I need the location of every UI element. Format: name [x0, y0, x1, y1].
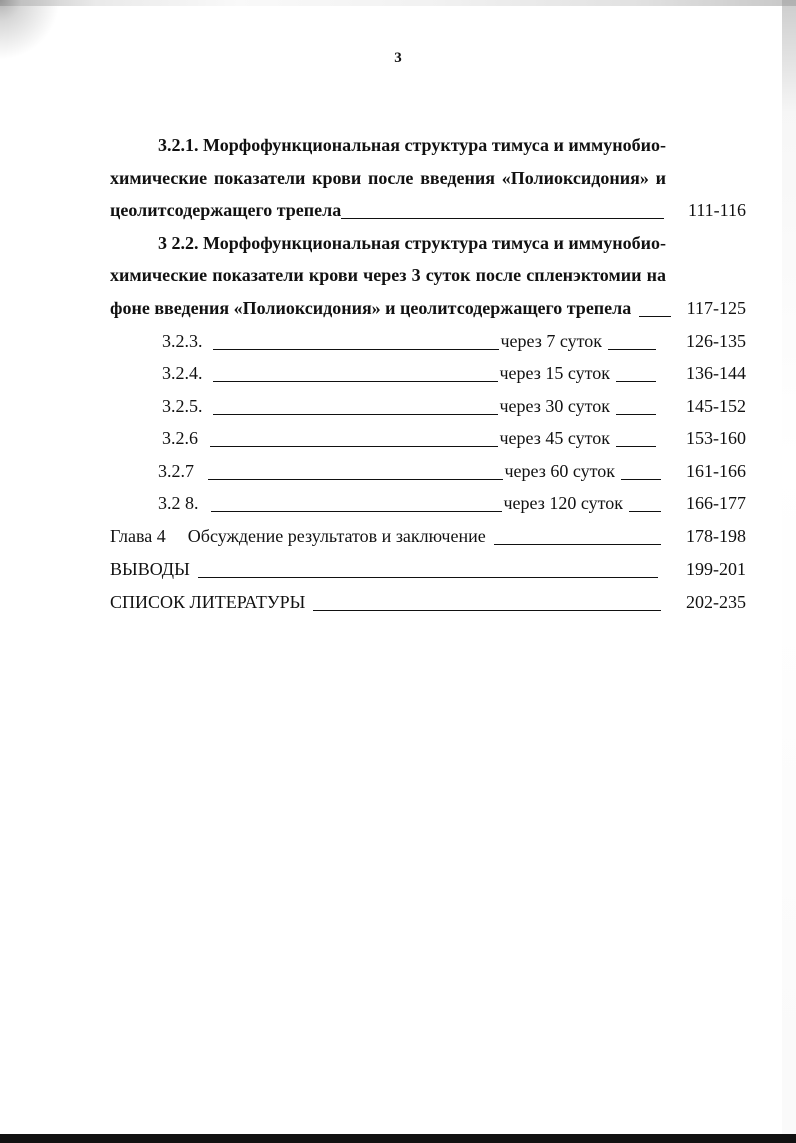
toc-entry-322-pages: 117-125	[686, 298, 746, 318]
toc-entry-328-pages: 166-177	[686, 493, 746, 513]
conclusions-title: ВЫВОДЫ	[110, 559, 190, 579]
leader-line	[629, 495, 661, 512]
leader-line	[213, 398, 498, 415]
toc-entry-number: 3.2.5.	[162, 396, 203, 416]
toc-entry-323-pages: 126-135	[686, 331, 746, 351]
leader-line	[213, 333, 499, 350]
toc-chapter-4	[110, 525, 663, 547]
toc-entry-number: 3.2.3.	[162, 331, 203, 351]
leader-line	[210, 430, 498, 447]
toc-entry-text: через 60 суток	[504, 461, 615, 481]
toc-entry-number: 3.2.7	[158, 461, 194, 481]
toc-entry-325-pages: 145-152	[686, 396, 746, 416]
leader-line	[616, 365, 656, 382]
toc-conclusions	[110, 558, 660, 580]
toc-entry-321-line2: химические показатели крови после введения «Полиоксидония» и	[110, 168, 666, 188]
leader-line	[211, 495, 502, 512]
toc-entry-text: через 7 суток	[500, 331, 602, 351]
leader-line	[621, 463, 661, 480]
chapter-title: Обсуждение результатов и заключение	[187, 526, 486, 546]
toc-references-pages: 202-235	[686, 592, 746, 612]
toc-references	[110, 591, 663, 613]
toc-entry-321-line3	[110, 199, 666, 221]
leader-line	[198, 561, 658, 578]
toc-entry-322-line3	[110, 297, 666, 319]
toc-entry-text: через 30 суток	[499, 396, 610, 416]
leader-line	[208, 463, 503, 480]
toc-entry-322-line1: 3 2.2. Морфофункциональная структура тимуса и иммунобио-	[158, 233, 666, 253]
toc-entry-322-line2: химические показатели крови через 3 суток после спленэктомии на	[110, 265, 666, 285]
toc-entry-327	[158, 460, 663, 482]
chapter-label: Глава 4	[110, 526, 166, 546]
toc-entry-326-pages: 153-160	[686, 428, 746, 448]
leader-line	[639, 300, 671, 317]
toc-entry-number: 3.2 8.	[158, 493, 199, 513]
leader-line	[341, 202, 664, 219]
leader-line	[608, 333, 656, 350]
toc-entry-321-pages: 111-116	[688, 200, 746, 220]
references-title: СПИСОК ЛИТЕРАТУРЫ	[110, 592, 306, 612]
toc-entry-326	[162, 427, 658, 449]
toc-entry-text: через 120 суток	[503, 493, 623, 513]
toc-entry-321-line1: 3.2.1. Морфофункциональная структура тимуса и иммунобио-	[158, 135, 666, 155]
leader-line	[616, 430, 656, 447]
toc-entry-number: 3.2.6	[162, 428, 198, 448]
leader-line	[494, 528, 661, 545]
toc-entry-322-text: фоне введения «Полиоксидония» и цеолитсодержащего трепела	[110, 298, 632, 318]
toc-entry-323	[162, 330, 658, 352]
toc-entry-328	[158, 492, 663, 514]
toc-entry-324-pages: 136-144	[686, 363, 746, 383]
page-number: 3	[394, 50, 402, 66]
toc-entry-327-pages: 161-166	[686, 461, 746, 481]
toc-entry-number: 3.2.4.	[162, 363, 203, 383]
leader-line	[313, 594, 661, 611]
toc-entry-text: через 45 суток	[499, 428, 610, 448]
toc-chapter-4-pages: 178-198	[686, 526, 746, 546]
leader-line	[213, 365, 498, 382]
toc-conclusions-pages: 199-201	[686, 559, 746, 579]
toc-entry-325	[162, 395, 658, 417]
toc-entry-321-text: цеолитсодержащего трепела	[110, 200, 342, 220]
toc-entry-text: через 15 суток	[499, 363, 610, 383]
toc-entry-324	[162, 362, 658, 384]
leader-line	[616, 398, 656, 415]
